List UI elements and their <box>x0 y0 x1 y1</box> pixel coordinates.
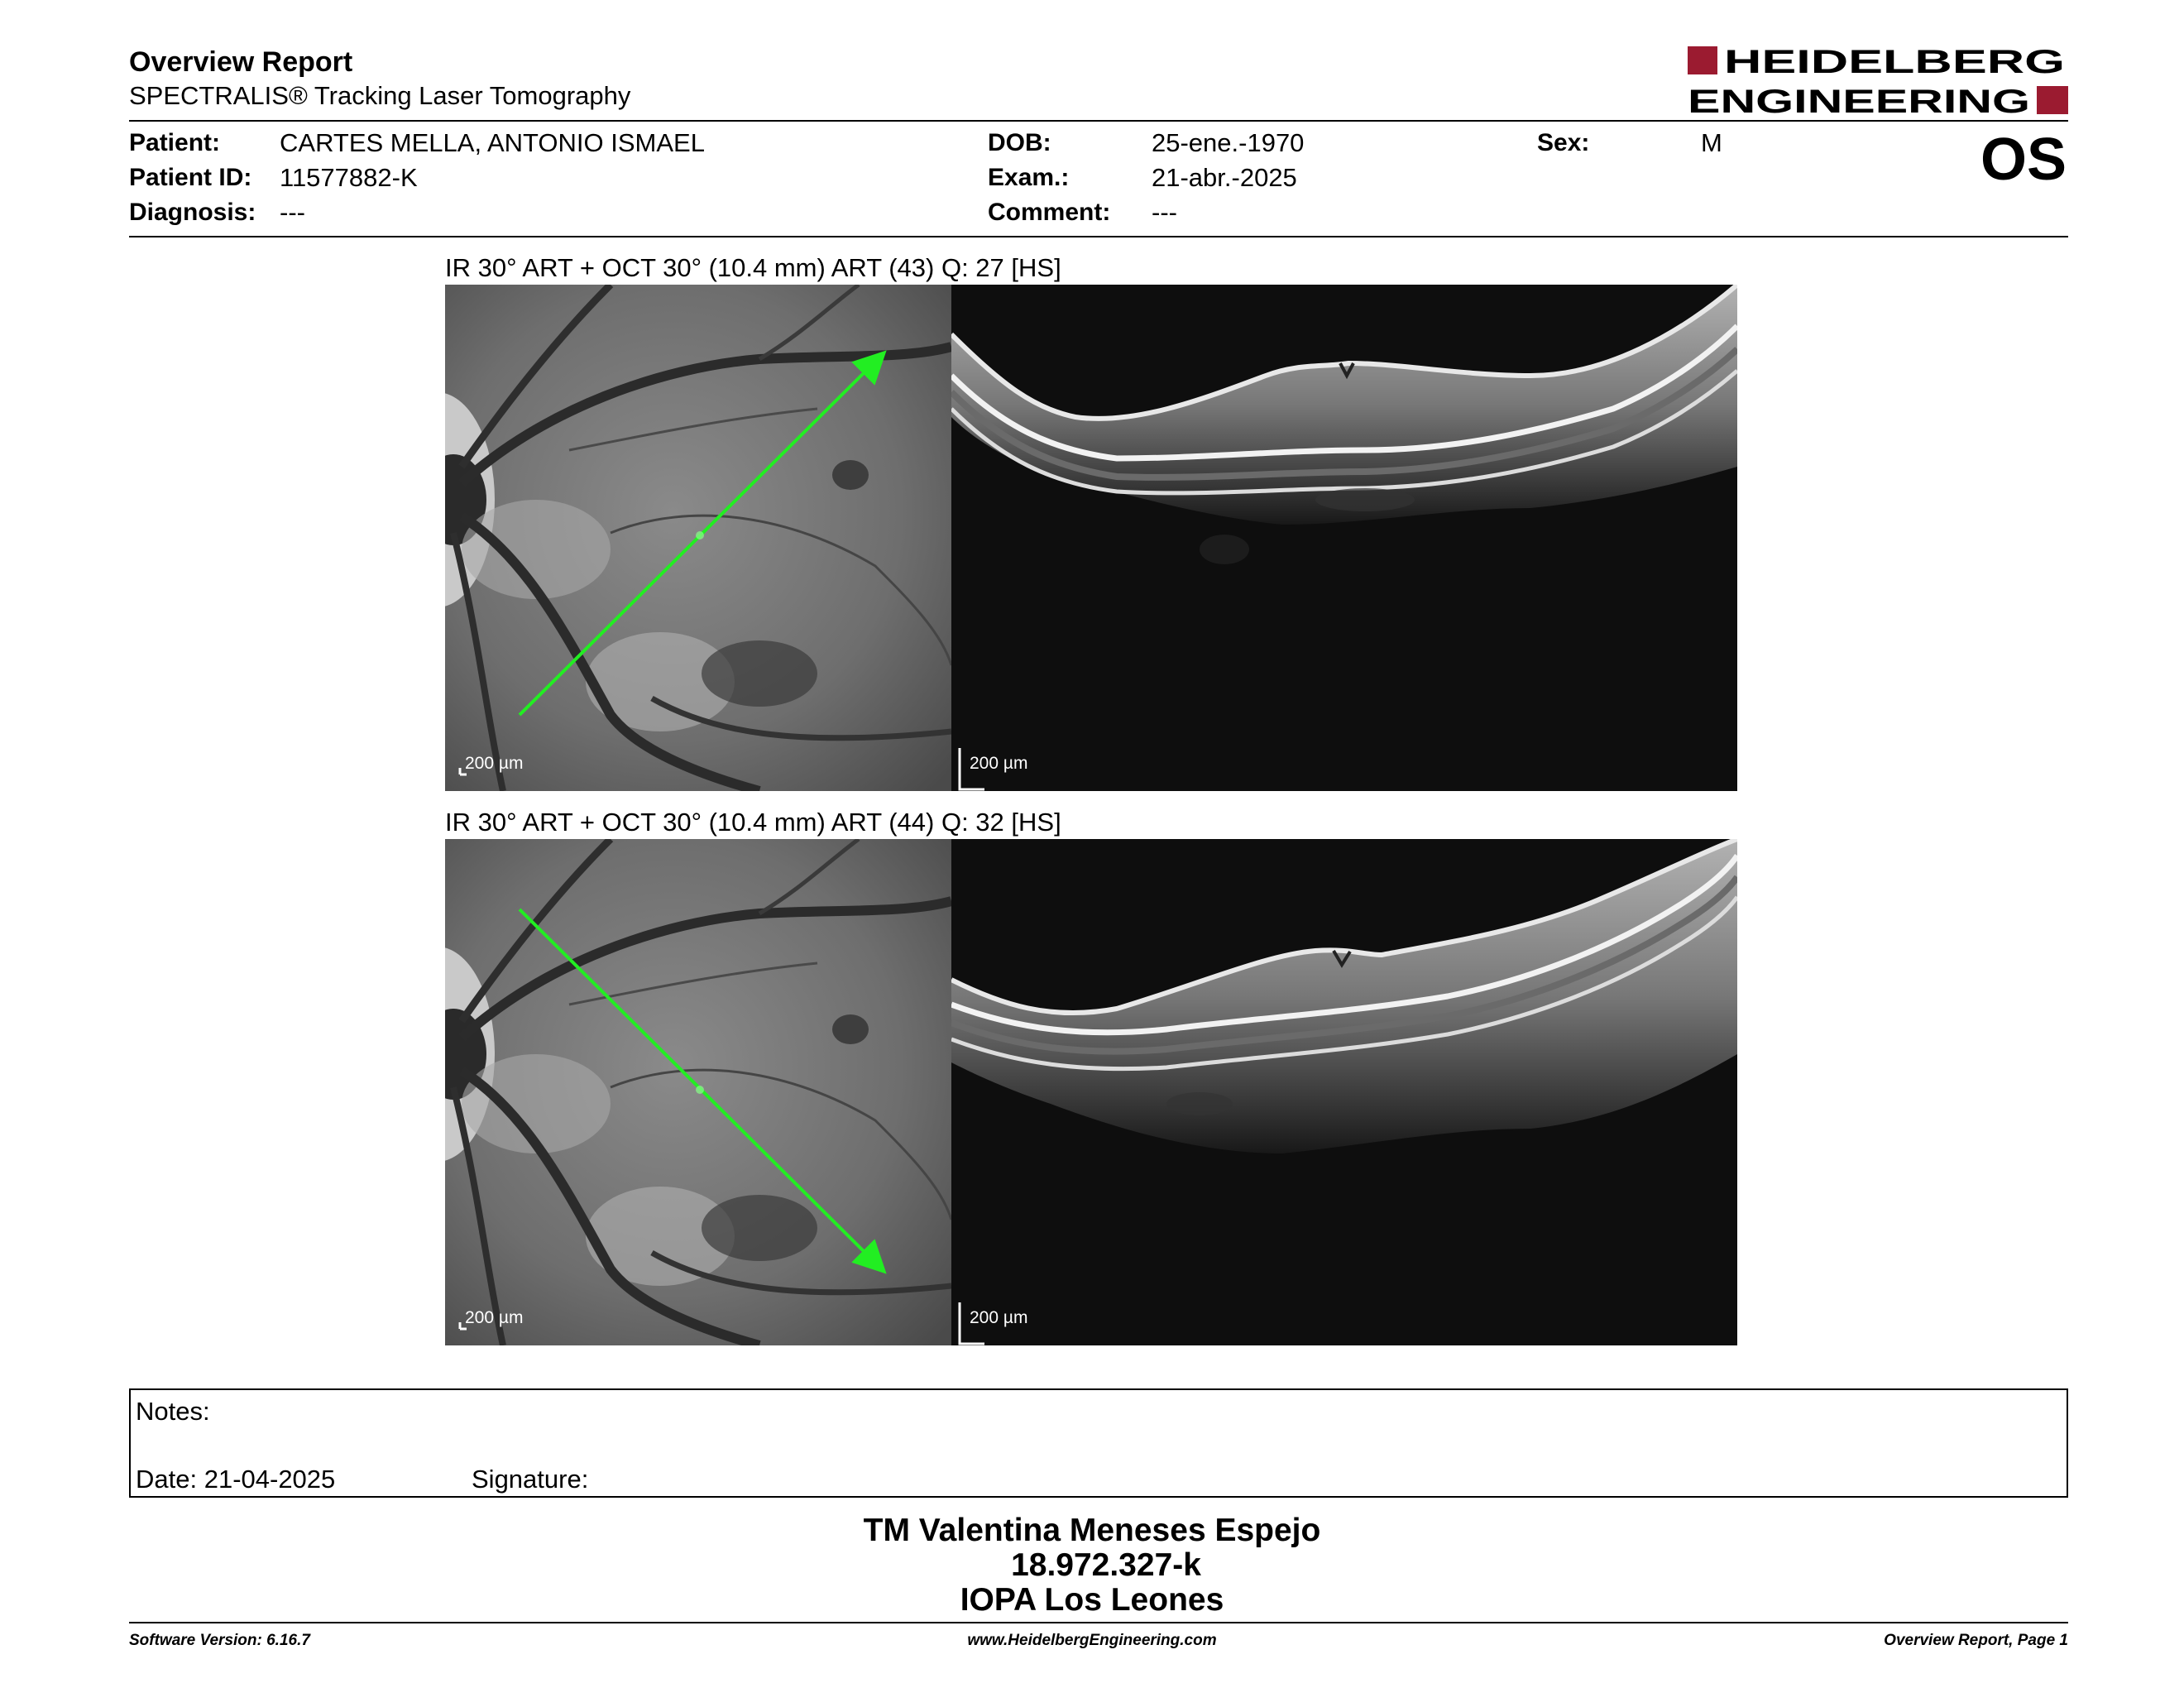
oct-scale-label: 200 µm <box>970 754 1028 773</box>
report-title: Overview Report <box>129 46 353 78</box>
ir-scale-label: 200 µm <box>465 1308 524 1327</box>
patient-divider <box>129 236 2068 237</box>
oct-bscan-image <box>951 839 1737 1345</box>
eye-indicator: OS <box>1980 127 2067 193</box>
logo-line-1: HEIDELBERG <box>1724 45 2065 80</box>
scan-title: IR 30° ART + OCT 30° (10.4 mm) ART (44) Q: 32 [HS] <box>445 808 1061 837</box>
ir-scale-label: 200 µm <box>465 754 524 773</box>
notes-date: Date: 21-04-2025 <box>136 1465 336 1494</box>
comment-value: --- <box>1152 198 1177 227</box>
notes-label: Notes: <box>136 1397 210 1426</box>
scan-panel <box>445 839 1737 1345</box>
comment-label: Comment: <box>988 199 1111 226</box>
patient-label: Patient: <box>129 129 221 156</box>
exam-value: 21-abr.-2025 <box>1152 163 1297 192</box>
patient-id-label: Patient ID: <box>129 164 252 191</box>
diagnosis-value: --- <box>280 198 305 227</box>
signature-label: Signature: <box>472 1465 589 1494</box>
header-divider <box>129 120 2068 122</box>
ir-fundus-image <box>445 285 951 791</box>
page-number: Overview Report, Page 1 <box>1884 1632 2068 1649</box>
signatory-name: TM Valentina Meneses Espejo <box>863 1513 1321 1548</box>
dob-value: 25-ene.-1970 <box>1152 128 1305 157</box>
report-subtitle: SPECTRALIS® Tracking Laser Tomography <box>129 81 631 110</box>
signatory-institution: IOPA Los Leones <box>960 1582 1224 1618</box>
footer-divider <box>129 1622 2068 1623</box>
dob-label: DOB: <box>988 129 1051 156</box>
logo-line-2: ENGINEERING <box>1688 84 2030 119</box>
scan-panel <box>445 285 1737 791</box>
patient-id-value: 11577882-K <box>280 163 418 192</box>
notes-box <box>129 1388 2068 1498</box>
patient-name: CARTES MELLA, ANTONIO ISMAEL <box>280 128 705 157</box>
website-link[interactable]: www.HeidelbergEngineering.com <box>967 1632 1217 1649</box>
software-version: Software Version: 6.16.7 <box>129 1632 310 1649</box>
diagnosis-label: Diagnosis: <box>129 199 256 226</box>
sex-value: M <box>1701 128 1722 157</box>
heidelberg-engineering-logo <box>1688 45 2068 119</box>
sex-label: Sex: <box>1537 129 1590 156</box>
scan-title: IR 30° ART + OCT 30° (10.4 mm) ART (43) Q: 27 [HS] <box>445 253 1061 282</box>
ir-fundus-image <box>445 839 951 1345</box>
oct-bscan-image <box>951 285 1737 791</box>
exam-label: Exam.: <box>988 164 1070 191</box>
signatory-id: 18.972.327-k <box>1011 1547 1201 1583</box>
oct-scale-label: 200 µm <box>970 1308 1028 1327</box>
